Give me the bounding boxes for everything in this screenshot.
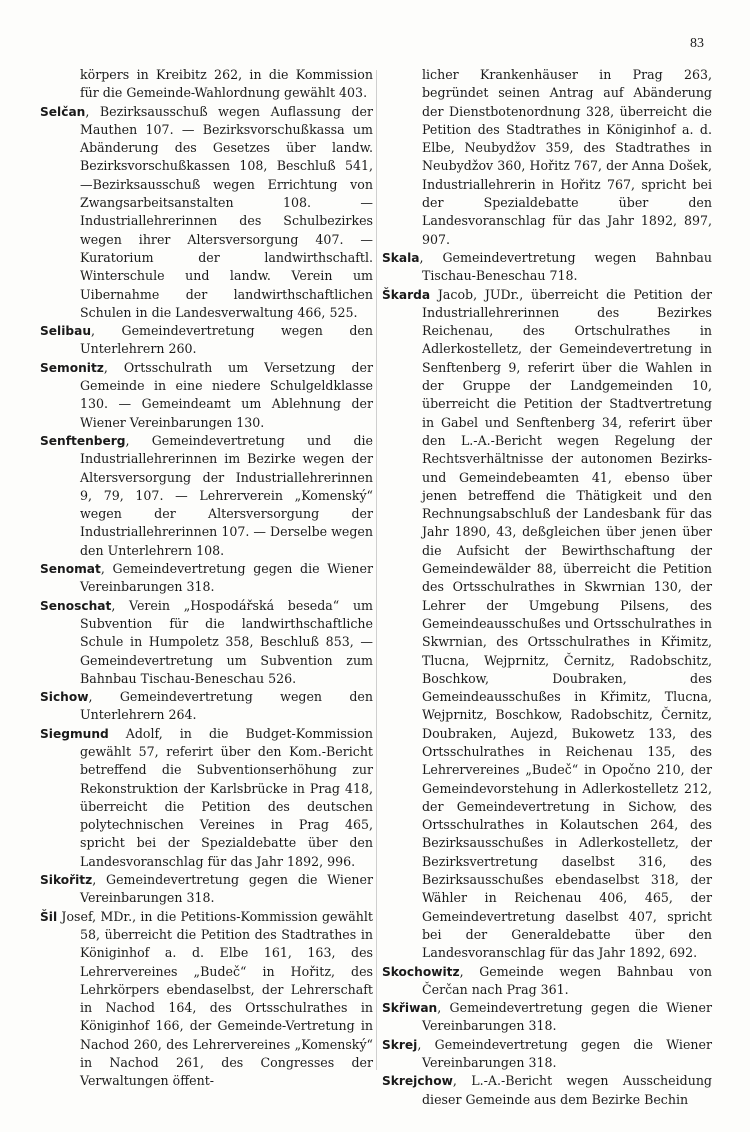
entry-text: Josef, MDr., in die Petitions-Kommission gewählt 58, überreicht die Petition des Stadtrathes in Königinhof a. d. Elbe 161, 163, des Lehrervereines „Budeč“ in Hořitz, des Lehrkörpers ebendaselbst, der Lehrerschaft in Nachod 164, des Ortsschulrathes in Königinhof 166, der Gemeinde-Vertretung in Nachod 260, des Lehrervereines „Komenský“ in Nachod 261, des Congresses der Verwaltungen öffent- [57, 908, 373, 1089]
entry-headword: Selčan [40, 104, 86, 119]
entry-text: , Gemeindevertretung gegen die Wiener Vereinbarungen 318. [80, 872, 373, 906]
left-column [40, 66, 373, 1091]
right-column [382, 66, 712, 1109]
entry-headword: Šil [40, 909, 58, 924]
index-entry [382, 999, 712, 1036]
entry-text: , Bezirksausschuß wegen Auflassung der Mauthen 107. — Bezirksvorschußkassa um Abänderung des Gesetzes über landw. Bezirksvorschußkassen 108, Beschluß 541, —Bezirksausschuß wegen Errichtung von Zwangsarbeitsanstalten 108. — Industriallehrerinnen des Schulbezirkes wegen ihrer Altersversorgung 407. — Kuratorium der landwirthschaftl. Winterschule und landw. Verein um Uibernahme der landwirthschaftlichen Schulen in die Landesverwaltung 466, 525. [80, 103, 373, 320]
entry-headword: Semonitz [40, 360, 104, 375]
entry-text: licher Krankenhäuser in Prag 263, begründet seinen Antrag auf Abänderung der Dienstbotenordnung 328, überreicht die Petition des Stadtrathes in Königinhof a. d. Elbe, Neubydžov 359, des Stadtrathes in Neubydžov 360, Hořitz 767, der Anna Došek, Industriallehrerin in Hořitz 767, spricht bei der Spezialdebatte über den Landesvoranschlag für das Jahr 1892, 897, 907. [422, 67, 712, 247]
entry-text: , Gemeindevertretung gegen die Wiener Vereinbarungen 318. [80, 561, 373, 595]
index-entry [40, 560, 373, 597]
index-entry [382, 1072, 712, 1109]
entry-text: , Gemeindevertretung wegen den Unterlehrern 260. [80, 323, 373, 357]
entry-text: Adolf, in die Budget-Kommission gewählt 57, referirt über den Kom.-Bericht betreffend die Subventionserhöhung zur Rekonstruktion der Karlsbrücke in Prag 418, überreicht die Petition des deutschen polytechnischen Vereines in Prag 465, spricht bei der Spezialdebatte über den Landesvoranschlag für das Jahr 1892, 996. [80, 725, 373, 869]
entry-headword: Škarda [382, 287, 431, 302]
entry-headword: Skala [382, 250, 420, 265]
index-entry [40, 103, 373, 323]
entry-headword: Skrejchow [382, 1074, 453, 1089]
index-entry [40, 725, 373, 871]
index-entry [40, 359, 373, 432]
index-entry [40, 871, 373, 908]
index-entry [40, 66, 373, 103]
entry-text: , Gemeindevertretung und die Industriallehrerinnen im Bezirke wegen der Altersversorgung der Industriallehrerinnen 9, 79, 107. — Lehrerverein „Komenský“ wegen der Altersversorgung der Industriallehrerinnen 107. — Derselbe wegen den Unterlehrern 108. [80, 432, 373, 558]
entry-headword: Senomat [40, 562, 101, 577]
page-number: 83 [690, 36, 704, 51]
index-entry [40, 432, 373, 560]
entry-text: , Gemeindevertretung gegen die Wiener Vereinbarungen 318. [422, 1000, 712, 1034]
entry-headword: Skrej [382, 1037, 418, 1052]
column-divider [376, 70, 377, 1070]
entry-text: Jacob, JUDr., überreicht die Petition der Industriallehrerinnen des Bezirkes Reichenau, des Ortschulrathes in Adlerkostelletz, der Gemeindevertretung in Senftenberg 9, referirt über die Wahlen in der Gruppe der Landgemeinden 10, überreicht die Petition der Stadtvertretung in Gabel und Senftenberg 34, referirt über den L.-A.-Bericht wegen Regelung der Rechtsverhältnisse der autonomen Bezirks- und Gemeindebeamten 41, ebenso über jenen betreffend die Thätigkeit und den Rechnungsabschluß der Landesbank für das Jahr 1890, 43, deßgleichen über jenen über die Aufsicht der Bewirthschaftung der Gemeindewälder 88, überreicht die Petition des Ortsschulrathes in Skwrnian 130, der Lehrer der Umgebung Pilsens, des Gemeindeausschußes und Ortsschulrathes in Skwrnian, des Ortsschulrathes in Křimitz, Tlucna, Wejprnitz, Černitz, Radobschitz, Boschkow, Doubraken, des Gemeindeausschußes in Křimitz, Tlucna, Wejprnitz, Boschkow, Radobschitz, Černitz, Doubraken, Aujezd, Bukowetz 133, des Ortsschulrathes in Reichenau 135, des Lehrervereines „Budeč“ in Opočno 210, der Gemeindevorstehung in Adlerkostelletz 212, der Gemeindevertretung in Sichow, des Ortsschulrathes in Kolautschen 264, des Bezirksausschußes in Adlerkostelletz, der Bezirksvertretung daselbst 316, des Bezirksausschußes ebendaselbst 318, der Wähler in Reichenau 406, 465, der Gemeindevertretung daselbst 407, spricht bei der Generaldebatte über den Landesvoranschlag für das Jahr 1892, 692. [422, 286, 712, 961]
entry-text: körpers in Kreibitz 262, in die Kommission für die Gemeinde-Wahlordnung gewählt 403. [80, 67, 373, 101]
entry-headword: Selibau [40, 324, 92, 339]
entry-text: , Gemeindevertretung wegen den Unterlehrern 264. [80, 689, 373, 723]
index-entry [40, 322, 373, 359]
index-entry [382, 286, 712, 963]
entry-text: , Ortsschulrath um Versetzung der Gemeinde in eine niedere Schulgeldklasse 130. — Gemeindeamt um Ablehnung der Wiener Vereinbarungen 130. [80, 359, 373, 430]
entry-headword: Skochowitz [382, 964, 460, 979]
index-entry [40, 688, 373, 725]
index-entry [382, 66, 712, 249]
entry-headword: Skřiwan [382, 1001, 438, 1016]
index-entry [40, 908, 373, 1091]
index-entry [382, 963, 712, 1000]
entry-headword: Senoschat [40, 598, 112, 613]
entry-text: , L.-A.-Bericht wegen Ausscheidung dieser Gemeinde aus dem Bezirke Bechin [422, 1073, 712, 1107]
index-entry [382, 1036, 712, 1073]
index-entry [40, 597, 373, 688]
entry-headword: Siegmund [40, 726, 109, 741]
entry-headword: Senftenberg [40, 433, 126, 448]
index-entry [382, 249, 712, 286]
entry-text: , Gemeindevertretung wegen Bahnbau Tischau-Beneschau 718. [419, 249, 712, 284]
entry-headword: Sikořitz [40, 873, 93, 888]
entry-headword: Sichow [40, 690, 89, 705]
entry-text: , Gemeinde wegen Bahnbau von Čerčan nach Prag 361. [422, 963, 712, 997]
entry-text: , Verein „Hospodářská beseda“ um Subvention für die landwirthschaftliche Schule in Humpoletz 358, Beschluß 853, — Gemeindevertretung um Subvention zum Bahnbau Tischau-Beneschau 526. [80, 597, 373, 686]
entry-text: , Gemeindevertretung gegen die Wiener Vereinbarungen 318. [417, 1036, 712, 1071]
